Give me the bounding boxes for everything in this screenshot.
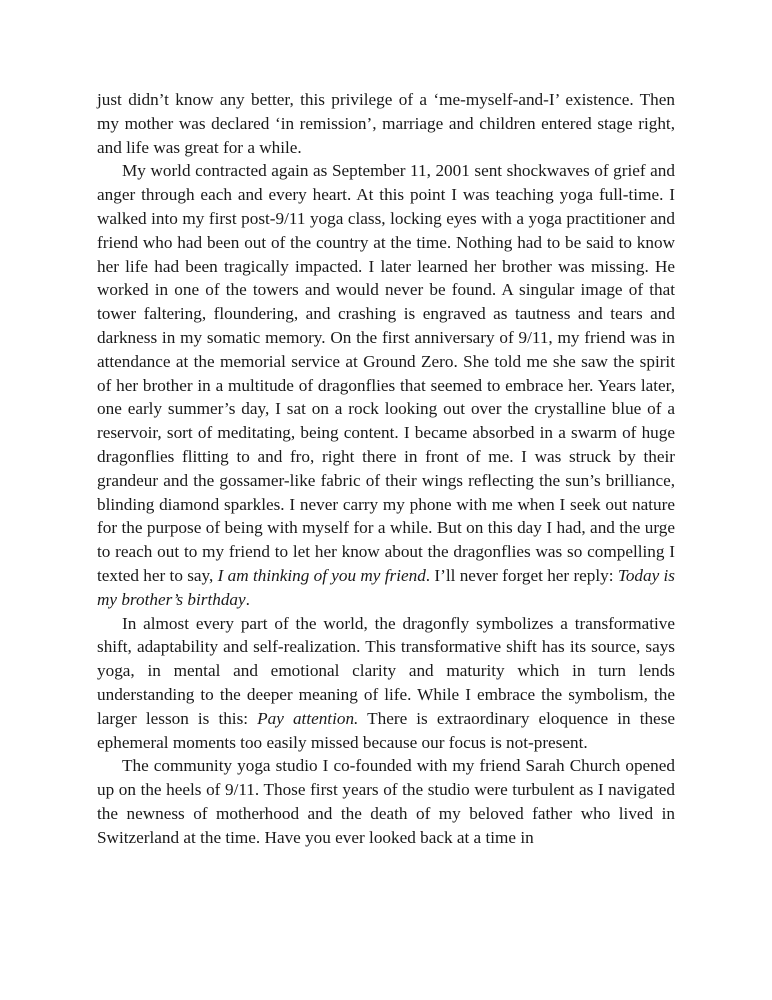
paragraph-2 [97, 159, 675, 611]
paragraph-1-text: just didn’t know any better, this privilege of a ‘me-myself-and-I’ existence. Then my mother was declared ‘in remission’, marriage and children entered stage right, and life was great for a while. [97, 90, 675, 157]
paragraph-4-text: The community yoga studio I co-founded with my friend Sarah Church opened up on the heels of 9/11. Those first years of the studio were turbulent as I navigated the newness of motherhood and the death of my beloved father who lived in Switzerland at the time. Have you ever looked back at a time in [97, 756, 675, 847]
paragraph-2-text-c: . [245, 589, 250, 609]
paragraph-2-text-a: My world contracted again as September 11, 2001 sent shockwaves of grief and anger through each and every heart. At this point I was teaching yoga full-time. I walked into my first post-9/11 yoga class, locking eyes with a yoga practitioner and friend who had been out of the country at the time. Nothing had to be said to know her life had been tragically impacted. I later learned her brother was missing. He worked in one of the towers and would never be found. A singular image of that tower faltering, floundering, and crashing is engraved as tautness and tears and darkness in my somatic memory. On the first anniversary of 9/11, my friend was in attendance at the memorial service at Ground Zero. She told me she saw the spirit of her brother in a multitude of dragonflies that seemed to embrace her. Years later, one early summer’s day, I sat on a rock looking out over the crystalline blue of a reservoir, sort of meditating, being content. I became absorbed in a swarm of huge dragonflies flitting to and fro, right there in front of me. I was struck by their grandeur and the gossamer-like fabric of their wings reflecting the sun’s brilliance, blinding diamond sparkles. I never carry my phone with me when I seek out nature for the purpose of being with myself for a while. But on this day I had, and the urge to reach out to my friend to let her know about the dragonflies was so compelling I texted her to say, [97, 161, 675, 585]
paragraph-2-italic-reply: Today is my brother’s birthday [97, 565, 676, 609]
paragraph-2-text-b: . I’ll never forget her reply: [425, 565, 618, 585]
paragraph-1 [97, 88, 675, 159]
paragraph-3-text-a: In almost every part of the world, the dragonfly symbolizes a transformative shift, adaptability and self-realization. This transformative shift has its source, says yoga, in mental and emotional clarity and maturity which in turn lends understanding to the deeper meaning of life. While I embrace the symbolism, the larger lesson is this: [97, 613, 675, 728]
paragraph-3-italic-pay-attention: Pay attention. [257, 708, 359, 728]
paragraph-3-text-b: There is extraordinary eloquence in these ephemeral moments too easily missed because our focus is not-present. [97, 708, 676, 752]
paragraph-4 [97, 754, 675, 849]
paragraph-3 [97, 612, 675, 755]
page-body [97, 88, 675, 850]
paragraph-2-italic-text-message: I am thinking of you my friend [217, 565, 426, 585]
